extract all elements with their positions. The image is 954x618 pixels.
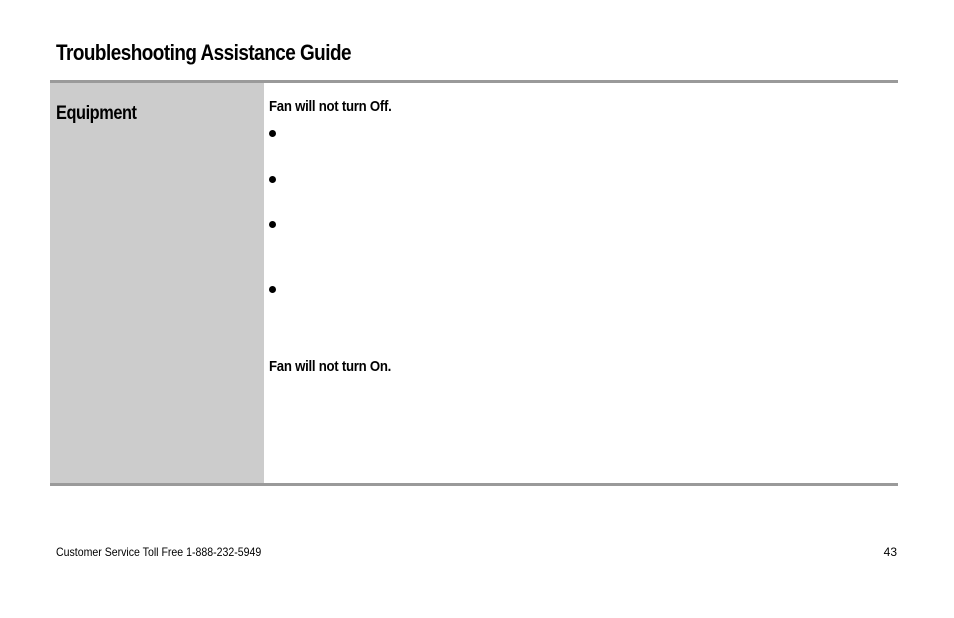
footer-customer-service: Customer Service Toll Free 1-888-232-5949 (56, 545, 262, 559)
heading-fan-not-on: Fan will not turn On. (269, 358, 392, 375)
section-label: Equipment (56, 103, 137, 124)
heading-fan-not-off: Fan will not turn Off. (269, 98, 392, 115)
bullet-1 (269, 130, 276, 137)
bullet-4 (269, 286, 276, 293)
bullet-3 (269, 221, 276, 228)
section-side-panel (50, 83, 264, 483)
footer-page-number: 43 (883, 545, 897, 559)
page-title: Troubleshooting Assistance Guide (56, 40, 352, 65)
bullet-2 (269, 176, 276, 183)
bottom-rule (50, 483, 898, 486)
section-content (269, 83, 889, 483)
